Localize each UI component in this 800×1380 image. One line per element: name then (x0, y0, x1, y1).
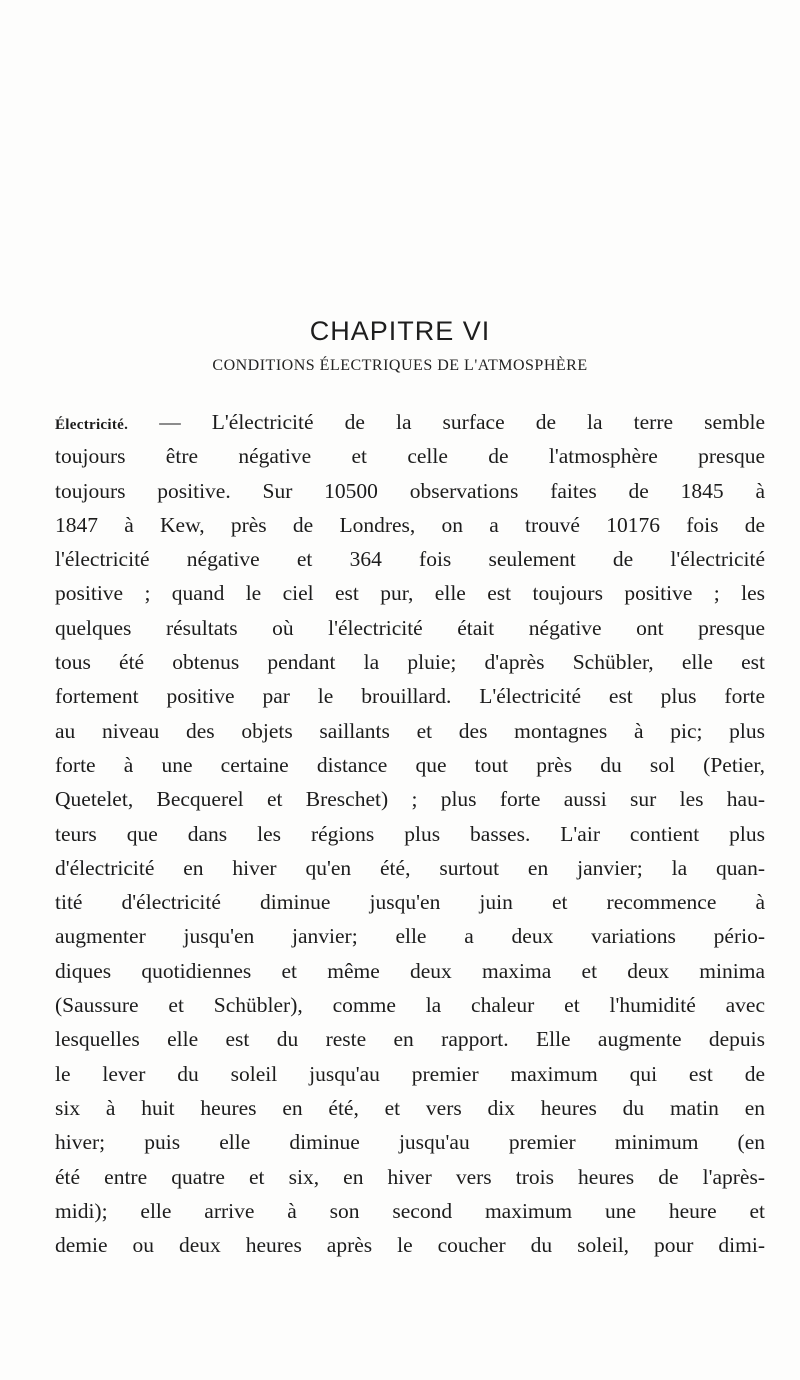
paragraph-line (55, 405, 765, 439)
paragraph-line: au niveau des objets saillants et des montagnes à pic; plus (55, 718, 765, 743)
paragraph (55, 405, 765, 1262)
paragraph-line: tité d'électricité diminue jusqu'en juin et recommence à (55, 890, 765, 915)
paragraph-line: toujours être négative et celle de l'atmosphère presque (55, 444, 765, 469)
paragraph-line: fortement positive par le brouillard. L'électricité est plus forte (55, 684, 765, 709)
paragraph-line: forte à une certaine distance que tout près du sol (Petier, (55, 752, 765, 777)
paragraph-line: diques quotidiennes et même deux maxima et deux minima (55, 958, 765, 983)
paragraph-line: hiver; puis elle diminue jusqu'au premier minimum (en (55, 1130, 765, 1155)
paragraph-line: (Saussure et Schübler), comme la chaleur et l'humidité avec (55, 993, 765, 1018)
paragraph-line: augmenter jusqu'en janvier; elle a deux variations pério- (55, 924, 765, 949)
first-line-text: — L'électricité de la surface de la terre semble (128, 410, 765, 434)
chapter-title: CHAPITRE VI (309, 316, 491, 346)
paragraph-line: d'électricité en hiver qu'en été, surtout en janvier; la quan- (55, 855, 765, 880)
paragraph-line: été entre quatre et six, en hiver vers trois heures de l'après- (55, 1164, 765, 1189)
paragraph-line: l'électricité négative et 364 fois seulement de l'électricité (55, 547, 765, 572)
paragraph-line: Quetelet, Becquerel et Breschet) ; plus forte aussi sur les hau- (55, 787, 765, 812)
paragraph-line: tous été obtenus pendant la pluie; d'après Schübler, elle est (55, 650, 765, 675)
paragraph-line: le lever du soleil jusqu'au premier maximum qui est de (55, 1061, 765, 1086)
paragraph-line: midi); elle arrive à son second maximum une heure et (55, 1198, 765, 1223)
run-in-heading: Électricité. (55, 417, 129, 433)
paragraph-line: quelques résultats où l'électricité était négative ont presque (55, 615, 765, 640)
paragraph-line: teurs que dans les régions plus basses. L'air contient plus (55, 821, 765, 846)
paragraph-line: demie ou deux heures après le coucher du soleil, pour dimi- (55, 1233, 765, 1258)
paragraph-line: six à huit heures en été, et vers dix heures du matin en (55, 1095, 765, 1120)
paragraph-line: positive ; quand le ciel est pur, elle est toujours positive ; les (55, 581, 765, 606)
paragraph-line: lesquelles elle est du reste en rapport. Elle augmente depuis (55, 1027, 765, 1052)
paragraph-line: 1847 à Kew, près de Londres, on a trouvé 10176 fois de (55, 512, 765, 537)
chapter-subtitle: CONDITIONS ÉLECTRIQUES DE L'ATMOSPHÈRE (212, 357, 588, 374)
paragraph-line: toujours positive. Sur 10500 observations faites de 1845 à (55, 478, 765, 503)
